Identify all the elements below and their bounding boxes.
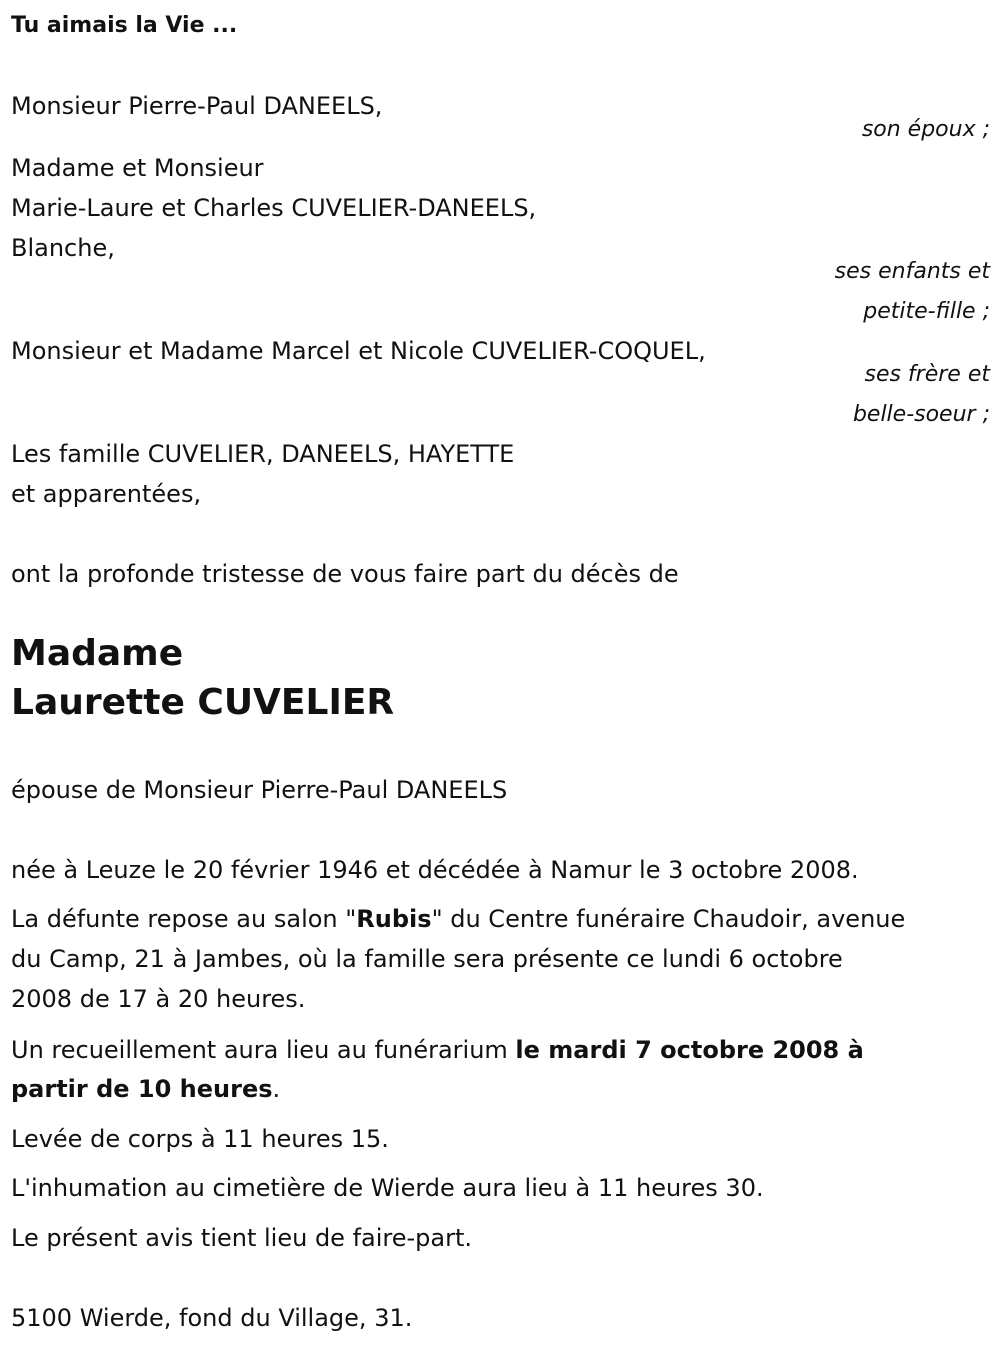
wake-line-2: du Camp, 21 à Jambes, où la famille sera présente ce lundi 6 octobre: [11, 945, 843, 973]
birth-death: née à Leuze le 20 février 1946 et décédée à Namur le 3 octobre 2008.: [11, 856, 859, 884]
gathering-text-post: .: [272, 1075, 281, 1103]
children-role-line-1: ses enfants et: [834, 259, 990, 284]
wake-text-post: " du Centre funéraire Chaudoir, avenue: [431, 905, 906, 933]
gathering-time: partir de 10 heures: [11, 1075, 273, 1103]
siblings-name: Monsieur et Madame Marcel et Nicole CUVELIER-COQUEL,: [11, 337, 706, 365]
spouse-name: Monsieur Pierre-Paul DANEELS,: [11, 92, 383, 120]
gathering-line-1: [11, 1030, 864, 1070]
children-line-1: Madame et Monsieur: [11, 154, 264, 182]
families-line-2: et apparentées,: [11, 480, 202, 508]
children-line-3: Blanche,: [11, 234, 115, 262]
gathering-line-2: [11, 1069, 280, 1109]
wake-text-pre: La défunte repose au salon ": [11, 905, 357, 933]
children-role-line-2: petite-fille ;: [863, 299, 990, 324]
heading: Tu aimais la Vie ...: [11, 13, 238, 38]
families-line-1: Les famille CUVELIER, DANEELS, HAYETTE: [11, 440, 515, 468]
wake-line-3: 2008 de 17 à 20 heures.: [11, 985, 306, 1013]
wake-line-1: [11, 899, 905, 939]
spouse-of: épouse de Monsieur Pierre-Paul DANEELS: [11, 776, 508, 804]
burial: L'inhumation au cimetière de Wierde aura lieu à 11 heures 30.: [11, 1174, 764, 1202]
deceased-name: Laurette CUVELIER: [11, 682, 395, 723]
siblings-role-line-2: belle-soeur ;: [852, 402, 990, 427]
gathering-date: le mardi 7 octobre 2008 à: [515, 1036, 864, 1064]
siblings-role-line-1: ses frère et: [864, 362, 990, 387]
announcement: ont la profonde tristesse de vous faire part du décès de: [11, 560, 679, 588]
deceased-title: Madame: [11, 633, 184, 674]
salon-name: Rubis: [356, 905, 432, 933]
notice: Le présent avis tient lieu de faire-part.: [11, 1224, 473, 1252]
removal: Levée de corps à 11 heures 15.: [11, 1125, 389, 1153]
address: 5100 Wierde, fond du Village, 31.: [11, 1304, 413, 1332]
children-line-2: Marie-Laure et Charles CUVELIER-DANEELS,: [11, 194, 537, 222]
gathering-text-pre: Un recueillement aura lieu au funérarium: [11, 1036, 516, 1064]
spouse-role: son époux ;: [861, 117, 990, 142]
